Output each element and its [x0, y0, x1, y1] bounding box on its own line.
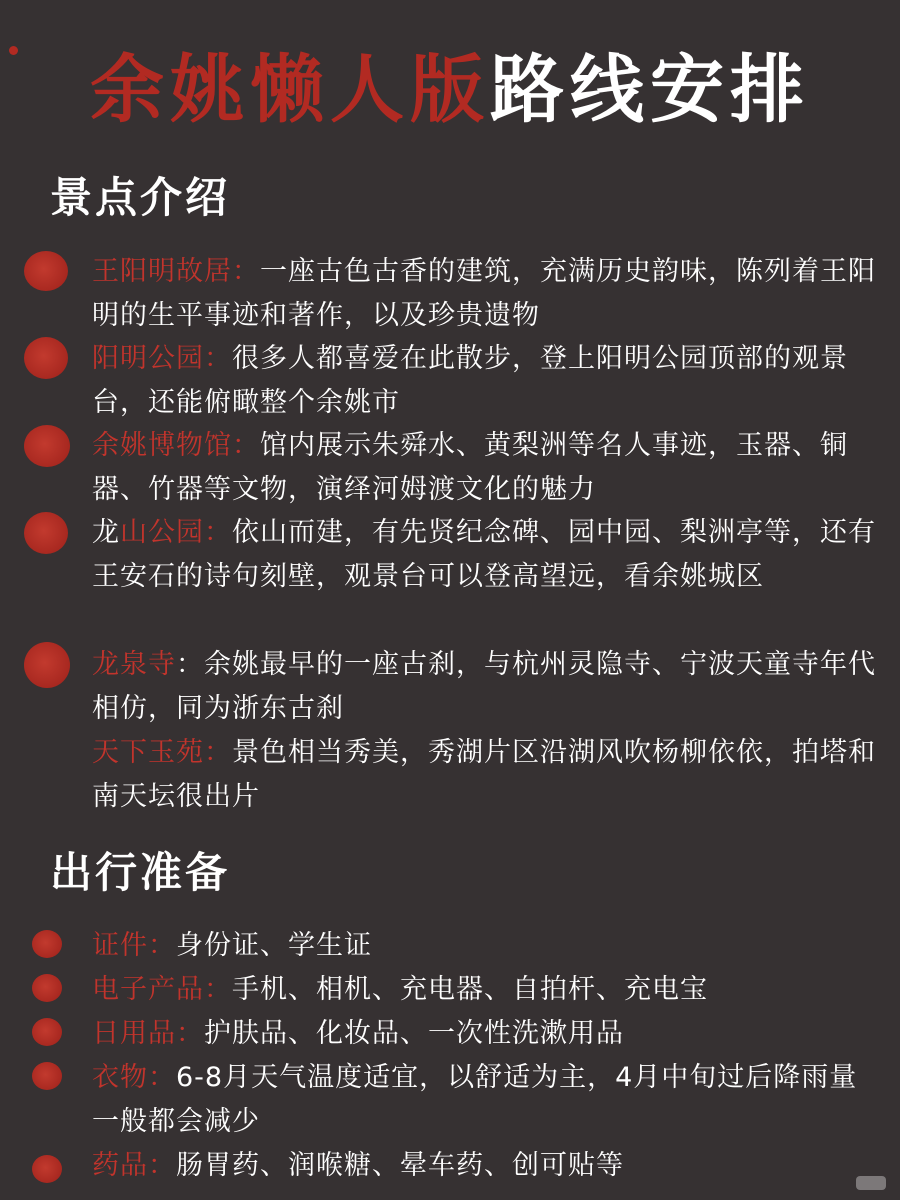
prep-item-documents [92, 924, 882, 968]
prep-item-medicine [92, 1144, 882, 1188]
red-dot-bullet-icon [32, 1155, 62, 1183]
spot-label: 山公园： [120, 517, 232, 548]
title-red-part: 余姚懒人版 [90, 47, 490, 133]
prep-text: 6-8月天气温度适宜，以舒适为主，4月中旬过后降雨量一般都会减少 [92, 1062, 858, 1137]
prep-text: 手机、相机、充电器、自拍杆、充电宝 [232, 974, 708, 1005]
spot-label: 龙泉寺 [92, 649, 176, 680]
red-dot-bullet-icon [24, 251, 68, 291]
spot-label: 天下玉苑： [92, 737, 232, 768]
page-title [0, 40, 900, 140]
spot-label: 阳明公园： [92, 343, 232, 374]
spot-text: 馆内展示朱舜水、黄梨洲等名人事迹，玉器、铜器、竹器等文物，演绎河姆渡文化的魅力 [92, 430, 848, 505]
red-dot-bullet-icon [32, 974, 62, 1002]
red-dot-bullet-icon [24, 512, 68, 554]
spot-label: 王阳明故居： [92, 256, 260, 287]
spot-text: 景色相当秀美，秀湖片区沿湖风吹杨柳依依，拍塔和南天坛很出片 [92, 737, 876, 812]
section-heading-spots: 景点介绍 [50, 173, 231, 222]
section-heading-prep: 出行准备 [50, 848, 231, 897]
watermark-badge-icon [856, 1176, 886, 1190]
prep-label: 日用品： [92, 1018, 204, 1049]
spot-item-tianxia-yuyuan [92, 731, 882, 819]
prep-text: 肠胃药、润喉糖、晕车药、创可贴等 [176, 1150, 624, 1181]
spot-text: 依山而建，有先贤纪念碑、园中园、梨洲亭等，还有王安石的诗句刻壁，观景台可以登高望远，看余姚城区 [92, 517, 876, 592]
spot-item-wangyangming-residence [92, 250, 882, 338]
prep-item-electronics [92, 968, 882, 1012]
red-dot-bullet-icon [32, 930, 62, 958]
title-white-part: 路线安排 [490, 47, 810, 133]
prep-text: 身份证、学生证 [176, 930, 372, 961]
prep-label: 证件： [92, 930, 176, 961]
red-dot-bullet-icon [32, 1018, 62, 1046]
spot-item-yangming-park [92, 337, 882, 425]
spot-item-yuyao-museum [92, 424, 882, 512]
spot-text: ：余姚最早的一座古刹，与杭州灵隐寺、宁波天童寺年代相仿，同为浙东古刹 [92, 649, 876, 724]
spot-label-first-char: 龙 [92, 517, 120, 548]
red-dot-bullet-icon [24, 425, 70, 467]
prep-label: 电子产品： [92, 974, 232, 1005]
spot-text: 很多人都喜爱在此散步，登上阳明公园顶部的观景台，还能俯瞰整个余姚市 [92, 343, 848, 418]
red-dot-bullet-icon [24, 337, 68, 379]
spot-item-longshan-park [92, 511, 882, 599]
prep-item-clothing [92, 1056, 882, 1144]
prep-label: 衣物： [92, 1062, 176, 1093]
spot-item-longquan-temple [92, 643, 882, 731]
prep-item-daily-goods [92, 1012, 882, 1056]
red-dot-bullet-icon [24, 642, 70, 688]
spot-text: 一座古色古香的建筑，充满历史韵味，陈列着王阳明的生平事迹和著作，以及珍贵遗物 [92, 256, 876, 331]
prep-label: 药品： [92, 1150, 176, 1181]
red-dot-bullet-icon [32, 1062, 62, 1090]
spot-label: 余姚博物馆： [92, 430, 260, 461]
prep-text: 护肤品、化妆品、一次性洗漱用品 [204, 1018, 624, 1049]
